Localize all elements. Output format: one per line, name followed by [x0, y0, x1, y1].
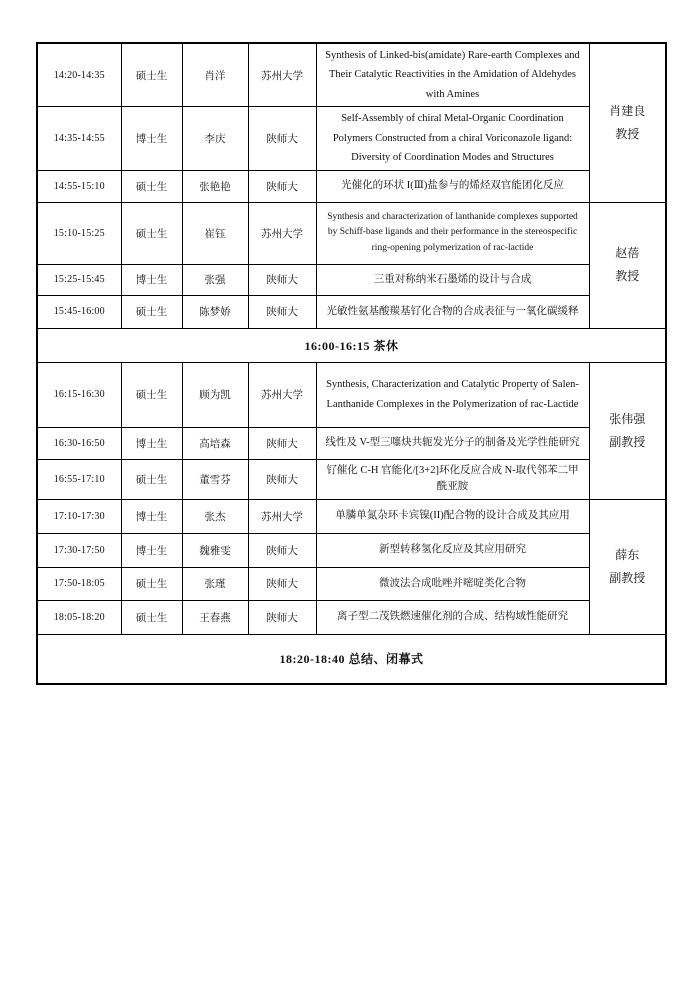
- speaker-name: 张艳艳: [182, 170, 248, 202]
- speaker-name: 张瑾: [182, 567, 248, 600]
- tea-break-row: [37, 328, 666, 362]
- chair-title: 教授: [615, 269, 640, 284]
- degree: 硕士生: [121, 567, 182, 600]
- speaker-name: 王春燕: [182, 600, 248, 634]
- session-row: [37, 533, 666, 567]
- session-row: [37, 499, 666, 533]
- chair-cell: [589, 43, 666, 202]
- session-time: 15:10-15:25: [37, 202, 121, 264]
- closing-row: [37, 634, 666, 684]
- degree: 博士生: [121, 107, 182, 170]
- affiliation: 陕师大: [248, 170, 316, 202]
- session-time: 14:20-14:35: [37, 43, 121, 107]
- session-time: 14:35-14:55: [37, 107, 121, 170]
- chair-title: 副教授: [609, 434, 646, 449]
- degree: 硕士生: [121, 295, 182, 328]
- speaker-name: 顾为凯: [182, 362, 248, 427]
- talk-title: 钌催化 C-H 官能化/[3+2]环化反应合成 N-取代邻苯二甲酰亚胺: [316, 459, 589, 499]
- degree: 硕士生: [121, 202, 182, 264]
- talk-title: Synthesis and characterization of lanthanide complexes supported by Schiff-base ligands and their performance in the stereospecific ring-opening polymerization of rac-lactide: [316, 202, 589, 264]
- affiliation: 陕师大: [248, 107, 316, 170]
- session-row: [37, 362, 666, 427]
- chair-title: 教授: [615, 126, 640, 141]
- talk-title: 线性及 V-型三噻炔共轭发光分子的制备及光学性能研究: [316, 427, 589, 459]
- affiliation: 苏州大学: [248, 202, 316, 264]
- session-row: [37, 295, 666, 328]
- degree: 硕士生: [121, 459, 182, 499]
- speaker-name: 董雪芬: [182, 459, 248, 499]
- speaker-name: 张杰: [182, 499, 248, 533]
- chair-name: 赵蓓: [615, 246, 640, 261]
- session-time: 14:55-15:10: [37, 170, 121, 202]
- chair-cell: [589, 362, 666, 499]
- talk-title: Synthesis of Linked-bis(amidate) Rare-earth Complexes and Their Catalytic Reactivities in the Amidation of Aldehydes with Amines: [316, 43, 589, 107]
- speaker-name: 陈梦娇: [182, 295, 248, 328]
- chair-cell: [589, 202, 666, 328]
- speaker-name: 李庆: [182, 107, 248, 170]
- session-time: 17:50-18:05: [37, 567, 121, 600]
- degree: 硕士生: [121, 170, 182, 202]
- chair-title: 副教授: [609, 570, 646, 585]
- talk-title: 单膦单氮杂环卡宾镍(II)配合物的设计合成及其应用: [316, 499, 589, 533]
- session-time: 16:15-16:30: [37, 362, 121, 427]
- chair-name: 张伟强: [609, 411, 646, 426]
- session-row: [37, 600, 666, 634]
- degree: 博士生: [121, 427, 182, 459]
- affiliation: 陕师大: [248, 459, 316, 499]
- session-time: 17:30-17:50: [37, 533, 121, 567]
- conference-schedule-table: [36, 42, 667, 685]
- tea-break-label: 16:00-16:15 茶休: [37, 328, 666, 362]
- affiliation: 陕师大: [248, 427, 316, 459]
- speaker-name: 肖洋: [182, 43, 248, 107]
- talk-title: 微波法合成吡唑并嘧啶类化合物: [316, 567, 589, 600]
- closing-label: 18:20-18:40 总结、闭幕式: [37, 634, 666, 684]
- degree: 博士生: [121, 264, 182, 295]
- affiliation: 陕师大: [248, 600, 316, 634]
- talk-title: 新型转移氢化反应及其应用研究: [316, 533, 589, 567]
- chair-name: 薛东: [615, 547, 640, 562]
- talk-title: 三重对称纳米石墨烯的设计与合成: [316, 264, 589, 295]
- session-row: [37, 567, 666, 600]
- affiliation: 苏州大学: [248, 362, 316, 427]
- session-row: [37, 170, 666, 202]
- affiliation: 苏州大学: [248, 43, 316, 107]
- session-row: [37, 427, 666, 459]
- speaker-name: 崔钰: [182, 202, 248, 264]
- degree: 博士生: [121, 533, 182, 567]
- affiliation: 陕师大: [248, 533, 316, 567]
- degree: 硕士生: [121, 43, 182, 107]
- affiliation: 陕师大: [248, 567, 316, 600]
- talk-title: Self-Assembly of chiral Metal-Organic Coordination Polymers Constructed from a chiral Voriconazole ligand: Diversity of Coordination Modes and Structures: [316, 107, 589, 170]
- session-row: [37, 43, 666, 107]
- degree: 博士生: [121, 499, 182, 533]
- session-time: 18:05-18:20: [37, 600, 121, 634]
- session-row: [37, 202, 666, 264]
- session-time: 16:30-16:50: [37, 427, 121, 459]
- session-row: [37, 264, 666, 295]
- degree: 硕士生: [121, 362, 182, 427]
- chair-name: 肖建良: [609, 103, 646, 118]
- talk-title: 光敏性氨基酸羰基钌化合物的合成表征与一氧化碳缓释: [316, 295, 589, 328]
- session-time: 16:55-17:10: [37, 459, 121, 499]
- speaker-name: 高培森: [182, 427, 248, 459]
- affiliation: 陕师大: [248, 264, 316, 295]
- affiliation: 陕师大: [248, 295, 316, 328]
- speaker-name: 魏雅雯: [182, 533, 248, 567]
- chair-cell: [589, 499, 666, 634]
- session-time: 15:25-15:45: [37, 264, 121, 295]
- affiliation: 苏州大学: [248, 499, 316, 533]
- talk-title: 离子型二茂铁燃速催化剂的合成、结构域性能研究: [316, 600, 589, 634]
- session-row: [37, 107, 666, 170]
- talk-title: 光催化的环状 I(Ⅲ)盐参与的烯烃双官能团化反应: [316, 170, 589, 202]
- speaker-name: 张强: [182, 264, 248, 295]
- session-time: 15:45-16:00: [37, 295, 121, 328]
- session-row: [37, 459, 666, 499]
- degree: 硕士生: [121, 600, 182, 634]
- session-time: 17:10-17:30: [37, 499, 121, 533]
- talk-title: Synthesis, Characterization and Catalytic Property of Salen-Lanthanide Complexes in the Polymerization of rac-Lactide: [316, 362, 589, 427]
